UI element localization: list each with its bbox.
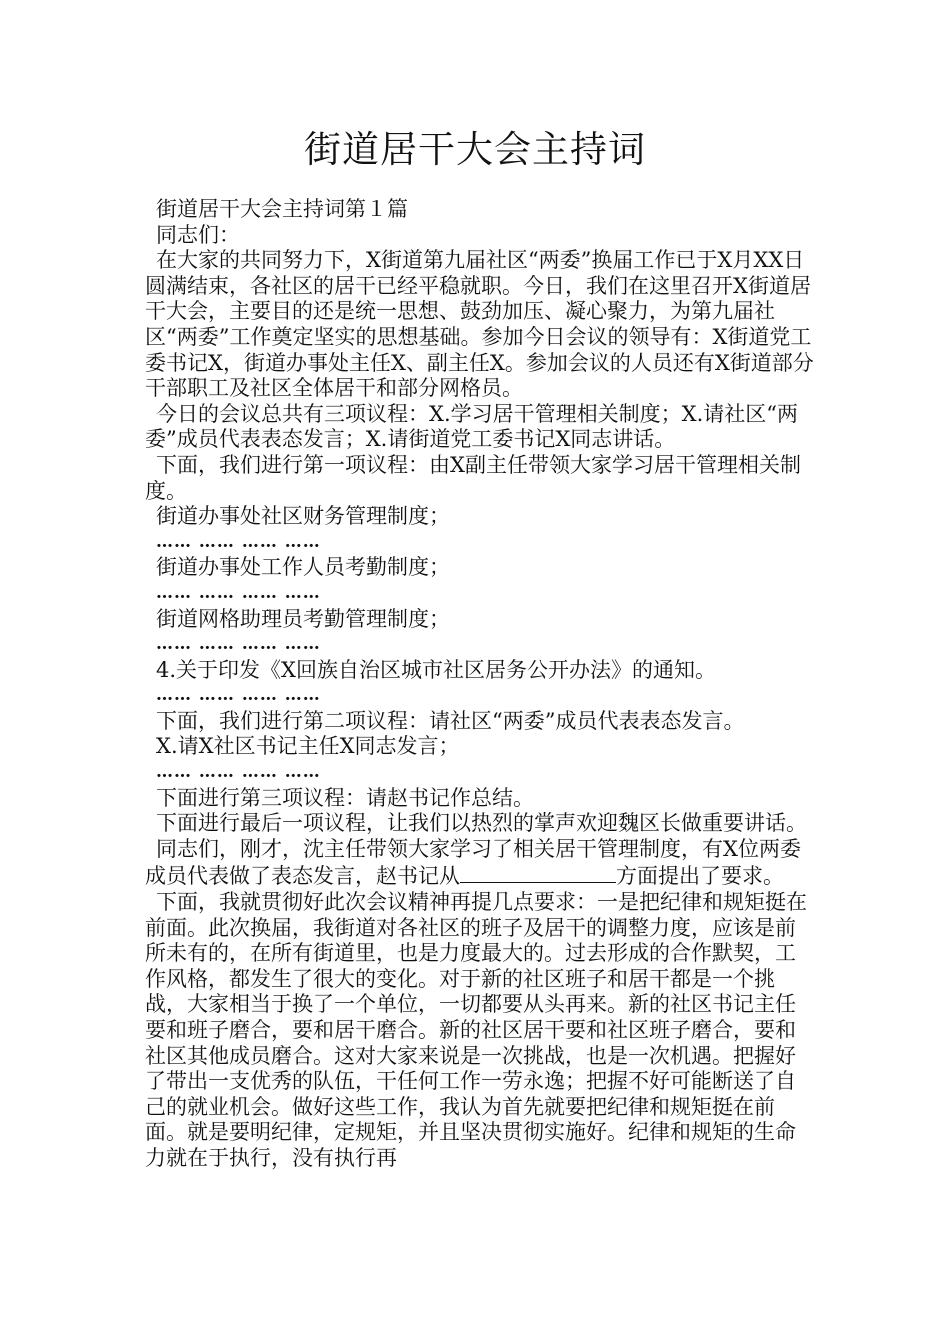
paragraph-agenda-item-3: 下面进行第三项议程：请赵书记作总结。 <box>156 785 534 810</box>
summary-text-before: 同志们，刚才，沈主任带领大家学习了相关居干管理制度，有X位两委成员代表做了表态发言，赵书记从 <box>145 836 801 889</box>
ellipsis-line-2: …… …… …… …… <box>156 582 321 603</box>
regulation-item-2: 街道办事处工作人员考勤制度； <box>156 555 450 580</box>
paragraph-requirements: 下面，我就贯彻好此次会议精神再提几点要求：一是把纪律和规矩挺在前面。此次换届，我街道对各社区的班子及居干的调整力度，应该是前所未有的，在所有街道里，也是力度最大的。过去形成的合作默契，工作风格，都发生了很大的变化。对于新的社区班子和居干都是一个挑战，大家相当于换了一个单位，一切都要从头再来。新的社区书记主任要和班子磨合，要和居干磨合。新的社区居干要和社区班子磨合，要和社区其他成员磨合。这对大家来说是一次挑战，也是一次机遇。把握好了带出一支优秀的队伍，干任何工作一劳永逸；把握不好可能断送了自己的就业机会。做好这些工作，我认为首先就要把纪律和规矩挺在前面。就是要明纪律，定规矩，并且坚决贯彻实施好。纪律和规矩的生命力就在于执行，没有执行再 <box>145 890 807 1170</box>
document-title: 街道居干大会主持词 <box>304 128 646 171</box>
ellipsis-line-4: …… …… …… …… <box>156 685 321 706</box>
ellipsis-line-3: …… …… …… …… <box>156 634 321 655</box>
summary-text-after: 方面提出了要求。 <box>616 864 784 889</box>
article-subtitle: 街道居干大会主持词第１篇 <box>156 197 408 221</box>
paragraph-final-agenda: 下面进行最后一项议程，让我们以热烈的掌声欢迎魏区长做重要讲话。 <box>156 811 807 836</box>
speaker-item: X.请X社区书记主任X同志发言； <box>156 734 460 759</box>
fill-in-blank <box>460 862 616 883</box>
regulation-item-4: 4.关于印发《X回族自治区城市社区居务公开办法》的通知。 <box>156 657 716 682</box>
paragraph-agenda: 今日的会议总共有三项议程：X.学习居干管理相关制度；X.请社区“两委”成员代表表态发言；X.请街道党工委书记X同志讲话。 <box>145 401 798 452</box>
paragraph-agenda-item-1: 下面，我们进行第一项议程：由X副主任带领大家学习居干管理相关制度。 <box>145 452 801 503</box>
regulation-item-1: 街道办事处社区财务管理制度； <box>156 504 450 529</box>
greeting: 同志们： <box>156 222 240 247</box>
ellipsis-line-1: …… …… …… …… <box>156 531 321 552</box>
paragraph-agenda-item-2: 下面，我们进行第二项议程：请社区“两委”成员代表表态发言。 <box>156 708 745 733</box>
paragraph-summary <box>145 837 815 890</box>
paragraph-opening: 在大家的共同努力下，X街道第九届社区“两委”换届工作已于X月XX日圆满结束，各社区的居干已经平稳就职。今日，我们在这里召开X街道居干大会，主要目的还是统一思想、鼓劲加压、凝心聚力，为第九届社区“两委”工作奠定坚实的思想基础。参加今日会议的领导有：X街道党工委书记X，街道办事处主任X、副主任X。参加会议的人员还有X街道部分干部职工及社区全体居干和部分网格员。 <box>145 248 814 401</box>
regulation-item-3: 街道网格助理员考勤管理制度； <box>156 606 450 631</box>
ellipsis-line-5: …… …… …… …… <box>156 762 321 783</box>
document-body <box>145 197 815 1172</box>
